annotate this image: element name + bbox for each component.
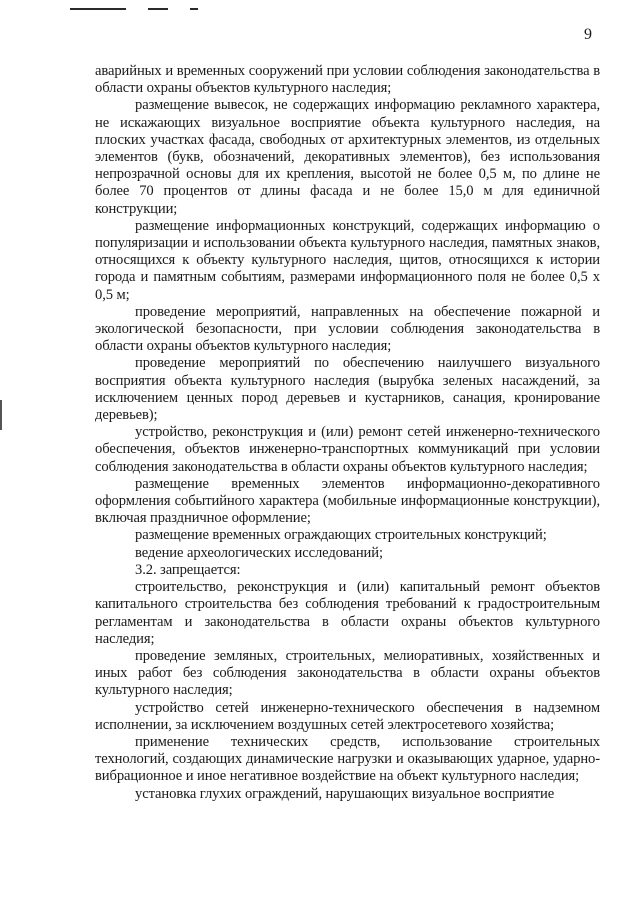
- scan-artifact-line: [190, 8, 198, 10]
- paragraph: размещение временных элементов информационно-декоративного оформления событийного характера (мобильные информационные конструкции), включая праздничное оформление;: [95, 475, 600, 527]
- scan-artifact-line: [148, 8, 168, 10]
- page-number: 9: [584, 26, 592, 43]
- document-body: [95, 63, 600, 803]
- paragraph: ведение археологических исследований;: [135, 544, 383, 561]
- paragraph: аварийных и временных сооружений при условии соблюдения законодательства в области охраны объектов культурного наследия;: [95, 63, 600, 97]
- paragraph: строительство, реконструкция и (или) капитальный ремонт объектов капитального строительства без соблюдения требований к градостроительным регламентам и законодательства в области охраны объектов культурного наследия;: [95, 579, 600, 647]
- paragraph: установка глухих ограждений, нарушающих визуальное восприятие: [135, 785, 555, 802]
- scan-artifact-line: [70, 8, 126, 10]
- paragraph: применение технических средств, использование строительных технологий, создающих динамические нагрузки и оказывающих ударное, ударно-вибрационное и иное негативное воздействие на объект культурного наследия;: [95, 733, 600, 785]
- paragraph: проведение земляных, строительных, мелиоративных, хозяйственных и иных работ без соблюдения законодательства в области охраны объектов культурного наследия;: [95, 647, 600, 699]
- paragraph: размещение вывесок, не содержащих информацию рекламного характера, не искажающих визуальное восприятие объекта культурного наследия, на плоских участках фасада, свободных от архитектурных элементов, из отдельных элементов (букв, обозначений, декоративных элементов), без использования непрозрачной основы для их крепления, высотой не более 0,5 м, по длине не более 70 процентов от длины фасада и не более 15,0 м для единичной конструкции;: [95, 97, 600, 217]
- section-heading: 3.2. запрещается:: [135, 561, 241, 578]
- paragraph: устройство сетей инженерно-технического обеспечения в надземном исполнении, за исключением воздушных сетей электросетевого хозяйства;: [95, 699, 600, 733]
- scan-artifact-margin-mark: [0, 400, 2, 430]
- paragraph: проведение мероприятий по обеспечению наилучшего визуального восприятия объекта культурного наследия (вырубка зеленых насаждений, за исключением ценных пород деревьев и кустарников, санация, кронирование деревьев);: [95, 355, 600, 424]
- paragraph: размещение информационных конструкций, содержащих информацию о популяризации и использовании объекта культурного наследия, памятных знаков, относящихся к объекту культурного наследия, щитов, относящихся к истории города и памятным событиям, размерами информационного поля не более 0,5 х 0,5 м;: [95, 217, 600, 303]
- paragraph: проведение мероприятий, направленных на обеспечение пожарной и экологической безопасности, при условии соблюдения законодательства в области охраны объектов культурного наследия;: [95, 303, 600, 355]
- paragraph: размещение временных ограждающих строительных конструкций;: [135, 527, 547, 544]
- paragraph: устройство, реконструкция и (или) ремонт сетей инженерно-технического обеспечения, объектов инженерно-транспортных коммуникаций при условии соблюдения законодательства в области охраны объектов культурного наследия;: [95, 424, 600, 475]
